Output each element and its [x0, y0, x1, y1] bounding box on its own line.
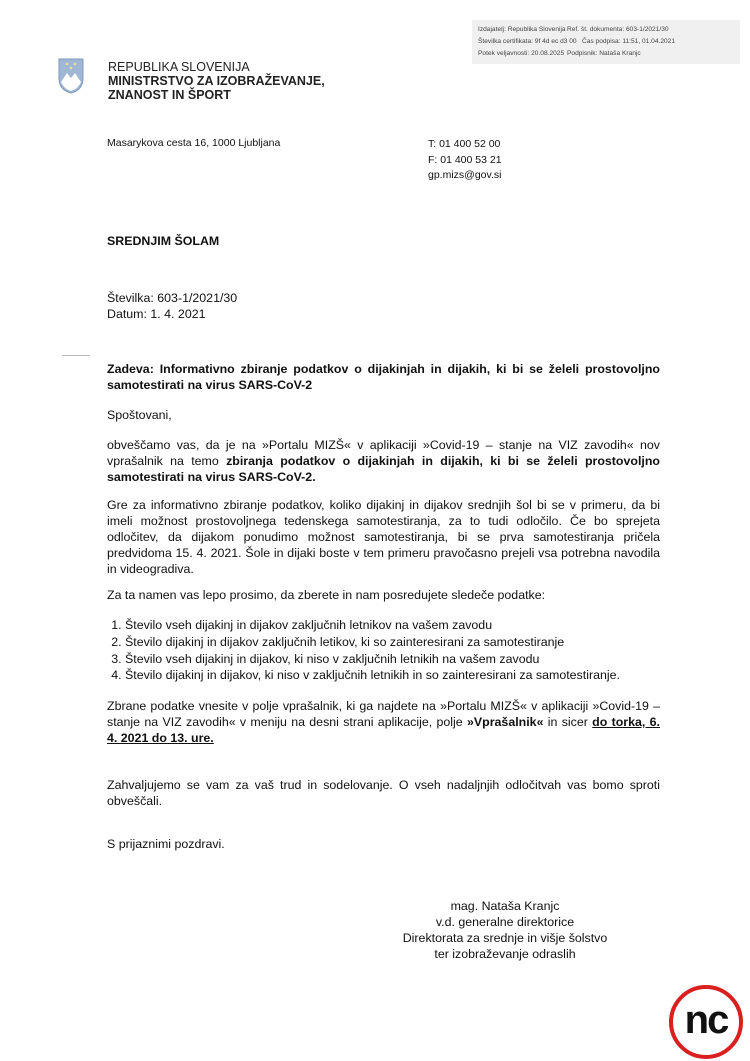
greeting: Spoštovani,: [107, 408, 172, 422]
signed-time: Čas podpisa: 11:51, 01.04.2021: [582, 38, 675, 45]
list-item: 4. Število dijakinj in dijakov, ki niso v zaključnih letnikih in so zainteresirani za samotestiranje.: [125, 667, 660, 684]
data-request-list: [107, 617, 660, 684]
email: gp.mizs@gov.si: [428, 169, 502, 181]
signer-title: Direktorata za srednje in višje šolstvo: [402, 931, 608, 945]
nc-logo-text: nc: [684, 997, 728, 1042]
recipient: SREDNJIM ŠOLAM: [107, 234, 220, 248]
signer-title: v.d. generalne direktorice: [435, 915, 575, 929]
document-meta: [107, 290, 237, 322]
contact-block: [428, 137, 502, 184]
fax: F: 01 400 53 21: [428, 153, 502, 166]
ministry-name-1: MINISTRSTVO ZA IZOBRAŽEVANJE,: [108, 74, 325, 88]
ministry-name-2: ZNANOST IN ŠPORT: [108, 88, 231, 102]
deadline: do torka, 6. 4. 2021 do 13. ure.: [107, 715, 660, 745]
list-item: 3. Število vseh dijakinj in dijakov, ki niso v zaključnih letnikih na vašem zavodu: [125, 651, 660, 668]
valid-until: Potek veljavnosti: 20.08.2025: [478, 50, 565, 57]
text: in sicer: [543, 715, 593, 729]
digital-signature-box: [472, 20, 740, 64]
signer-title: ter izobraževanje odraslih: [434, 947, 576, 961]
list-item: 1. Število vseh dijakinj in dijakov zaključnih letnikov na vašem zavodu: [125, 617, 660, 634]
document-date: Datum: 1. 4. 2021: [107, 307, 206, 321]
document-ref: Ref. št. dokumenta: 603-1/2021/30: [567, 26, 669, 33]
paragraph-4: [107, 698, 660, 746]
list-item: 2. Število dijakinj in dijakov zaključnih letikov, ki so zainteresirani za samotestiranje: [125, 634, 660, 651]
letterhead-title: [108, 60, 325, 102]
signature-block: [380, 898, 630, 962]
text: obveščamo vas, da je na »Portalu MIZŠ« v aplikaciji »Covid-19 – stanje na VIZ zavodih« nov vprašalnik na temo: [107, 438, 660, 468]
issuer: Izdajatelj: Republika Slovenija: [478, 26, 566, 33]
signer-name: mag. Nataša Kranjc: [450, 899, 560, 913]
address: Masarykova cesta 16, 1000 Ljubljana: [107, 137, 281, 149]
fold-mark: [62, 355, 90, 356]
coat-of-arms-icon: [58, 58, 84, 97]
paragraph-2: Gre za informativno zbiranje podatkov, koliko dijakinj in dijakov srednjih šol bi se v primeru, da bi imeli možnost prostovoljnega tedenskega samotestiranja, za to tudi odločilo. Če bo sprejeta odločitev, da dijakom ponudimo možnost samotestiranja, bi se prva samotestiranja pričela predvidoma 15. 4. 2021. Šole in dijaki boste v tem primeru pravočasno prejeli vsa potrebna navodila in videogradiva.: [107, 498, 660, 576]
certificate-number: Številka certifikata: 9f 4d ec d3 00: [478, 38, 577, 45]
closing: S prijaznimi pozdravi.: [107, 837, 225, 851]
phone: T: 01 400 52 00: [428, 138, 501, 150]
text: Zbrane podatke vnesite v polje vprašalnik, ki ga najdete na »Portalu MIZŠ« v aplikaciji »Covid-19 – stanje na VIZ zavodih« v meniju na desni strani aplikacije, polje: [107, 699, 660, 729]
subject: Zadeva: Informativno zbiranje podatkov o dijakinjah in dijakih, ki bi se želeli prostovoljno samotestirati na virus SARS-CoV-2: [107, 362, 660, 392]
signer: Podpisnik: Nataša Kranjc: [567, 50, 641, 57]
text-bold: zbiranja podatkov o dijakinjah in dijakih, ki bi se želeli prostovoljno samotestirati na virus SARS-CoV-2.: [107, 454, 660, 484]
paragraph-3: Za ta namen vas lepo prosimo, da zberete in nam posredujete sledeče podatke:: [107, 588, 546, 602]
text-bold: »Vprašalnik«: [467, 715, 544, 729]
nc-logo: [669, 985, 743, 1059]
republic-name: REPUBLIKA SLOVENIJA: [108, 60, 250, 74]
paragraph-1: [107, 437, 660, 485]
paragraph-5: Zahvaljujemo se vam za vaš trud in sodelovanje. O vseh nadaljnjih odločitvah vas bomo sproti obveščali.: [107, 778, 660, 808]
document-number: Številka: 603-1/2021/30: [107, 291, 238, 305]
